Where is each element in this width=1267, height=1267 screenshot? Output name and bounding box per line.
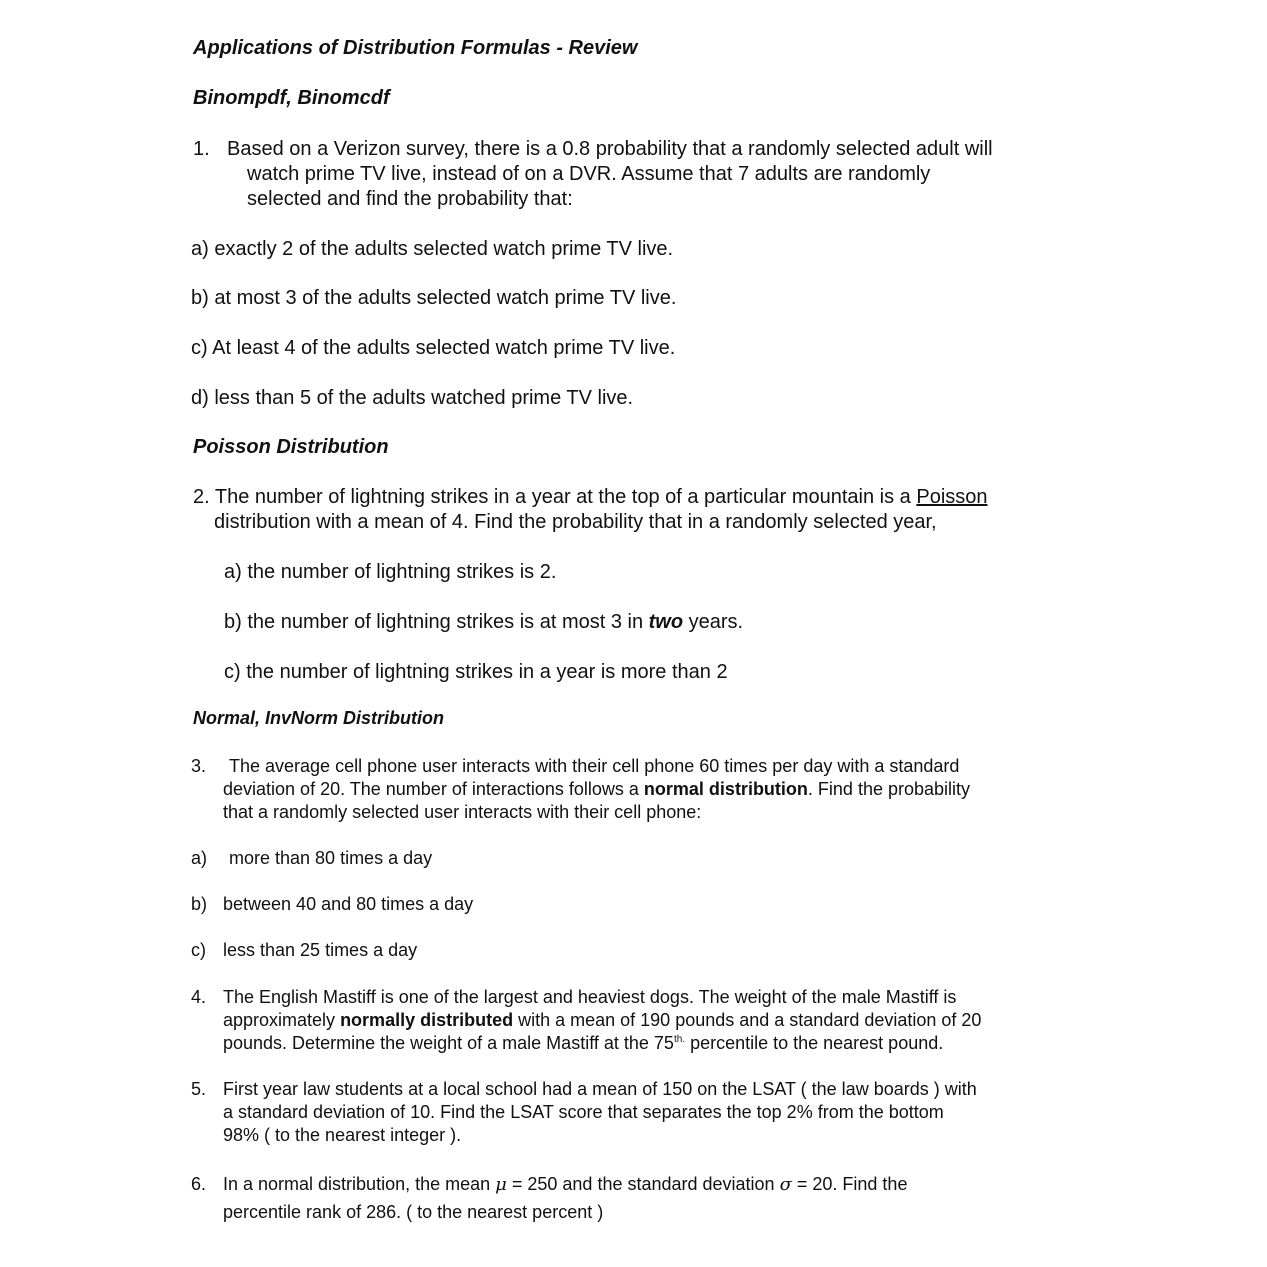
subquestion-c: c) At least 4 of the adults selected watch prime TV live. (191, 337, 676, 359)
question-text-line: that a randomly selected user interacts with their cell phone: (223, 802, 702, 822)
question-text: approximately (223, 1010, 341, 1030)
underlined-term: Poisson (916, 486, 988, 508)
subquestion-d: d) less than 5 of the adults watched prime TV live. (191, 387, 634, 409)
question-text-line: Based on a Verizon survey, there is a 0.8 probability that a randomly selected adult will (227, 138, 993, 160)
page-title: Applications of Distribution Formulas - Review (193, 37, 638, 59)
question-text: . Find the probability (807, 779, 971, 799)
subquestion-c: c) the number of lightning strikes in a year is more than 2 (224, 661, 728, 683)
question-text: = 250 and the standard deviation (506, 1174, 780, 1194)
subquestion-b: b) at most 3 of the adults selected watch prime TV live. (191, 287, 677, 309)
question-text-line (223, 780, 970, 798)
sigma-symbol: σ (779, 1174, 792, 1195)
subquestion-label: c) (191, 940, 206, 960)
section-heading-normal: Normal, InvNorm Distribution (193, 708, 445, 728)
subquestion-text: years. (683, 611, 744, 633)
question-text: deviation of 20. The number of interactions follows a (223, 779, 644, 799)
question-text: 2. The number of lightning strikes in a year at the top of a particular mountain is a (193, 486, 917, 508)
subquestion-b (224, 612, 743, 632)
question-text: pounds. Determine the weight of a male Mastiff at the 75 (223, 1033, 674, 1053)
question-text-line: The average cell phone user interacts with their cell phone 60 times per day with a standard (229, 756, 960, 776)
question-number: 4. (191, 987, 207, 1007)
subquestion-a: a) exactly 2 of the adults selected watch prime TV live. (191, 238, 674, 260)
section-heading-poisson: Poisson Distribution (193, 436, 389, 458)
question-text-line: The English Mastiff is one of the largest and heaviest dogs. The weight of the male Mastiff is (223, 987, 957, 1007)
mu-symbol: μ (495, 1174, 507, 1195)
ordinal-suffix: th. (673, 1034, 686, 1045)
question-number: 1. (193, 138, 210, 160)
section-heading-binomial: Binompdf, Binomcdf (193, 87, 390, 109)
question-text-line (223, 1034, 943, 1052)
subquestion-a: more than 80 times a day (229, 848, 433, 868)
bold-term: normal distribution (643, 779, 808, 799)
question-number: 6. (191, 1174, 207, 1194)
question-text: = 20. Find the (791, 1174, 908, 1194)
subquestion-a: a) the number of lightning strikes is 2. (224, 561, 557, 583)
question-text-line (223, 1011, 981, 1029)
question-text-line: First year law students at a local school had a mean of 150 on the LSAT ( the law boards ) with (223, 1079, 977, 1099)
subquestion-text: b) the number of lightning strikes is at most 3 in (224, 611, 649, 633)
question-text: with a mean of 190 pounds and a standard deviation of 20 (513, 1010, 982, 1030)
question-text: percentile to the nearest pound. (685, 1033, 944, 1053)
question-text-line: percentile rank of 286. ( to the nearest percent ) (223, 1202, 604, 1222)
bold-term: normally distributed (340, 1010, 514, 1030)
question-text-line: selected and find the probability that: (247, 188, 573, 210)
subquestion-label: b) (191, 894, 208, 914)
question-text-line: watch prime TV live, instead of on a DVR. Assume that 7 adults are randomly (247, 163, 931, 185)
question-text-line: distribution with a mean of 4. Find the probability that in a randomly selected year, (214, 511, 937, 533)
question-text-line (223, 1175, 907, 1194)
subquestion-label: a) (191, 848, 208, 868)
question-text-line: 98% ( to the nearest integer ). (223, 1125, 462, 1145)
question-text: In a normal distribution, the mean (223, 1174, 496, 1194)
question-number: 5. (191, 1079, 207, 1099)
question-number: 3. (191, 756, 207, 776)
question-text-line (193, 487, 988, 507)
subquestion-b: between 40 and 80 times a day (223, 894, 474, 914)
subquestion-c: less than 25 times a day (223, 940, 418, 960)
question-text-line: a standard deviation of 10. Find the LSAT score that separates the top 2% from the bottom (223, 1102, 944, 1122)
emphasis-text: two (648, 611, 684, 633)
